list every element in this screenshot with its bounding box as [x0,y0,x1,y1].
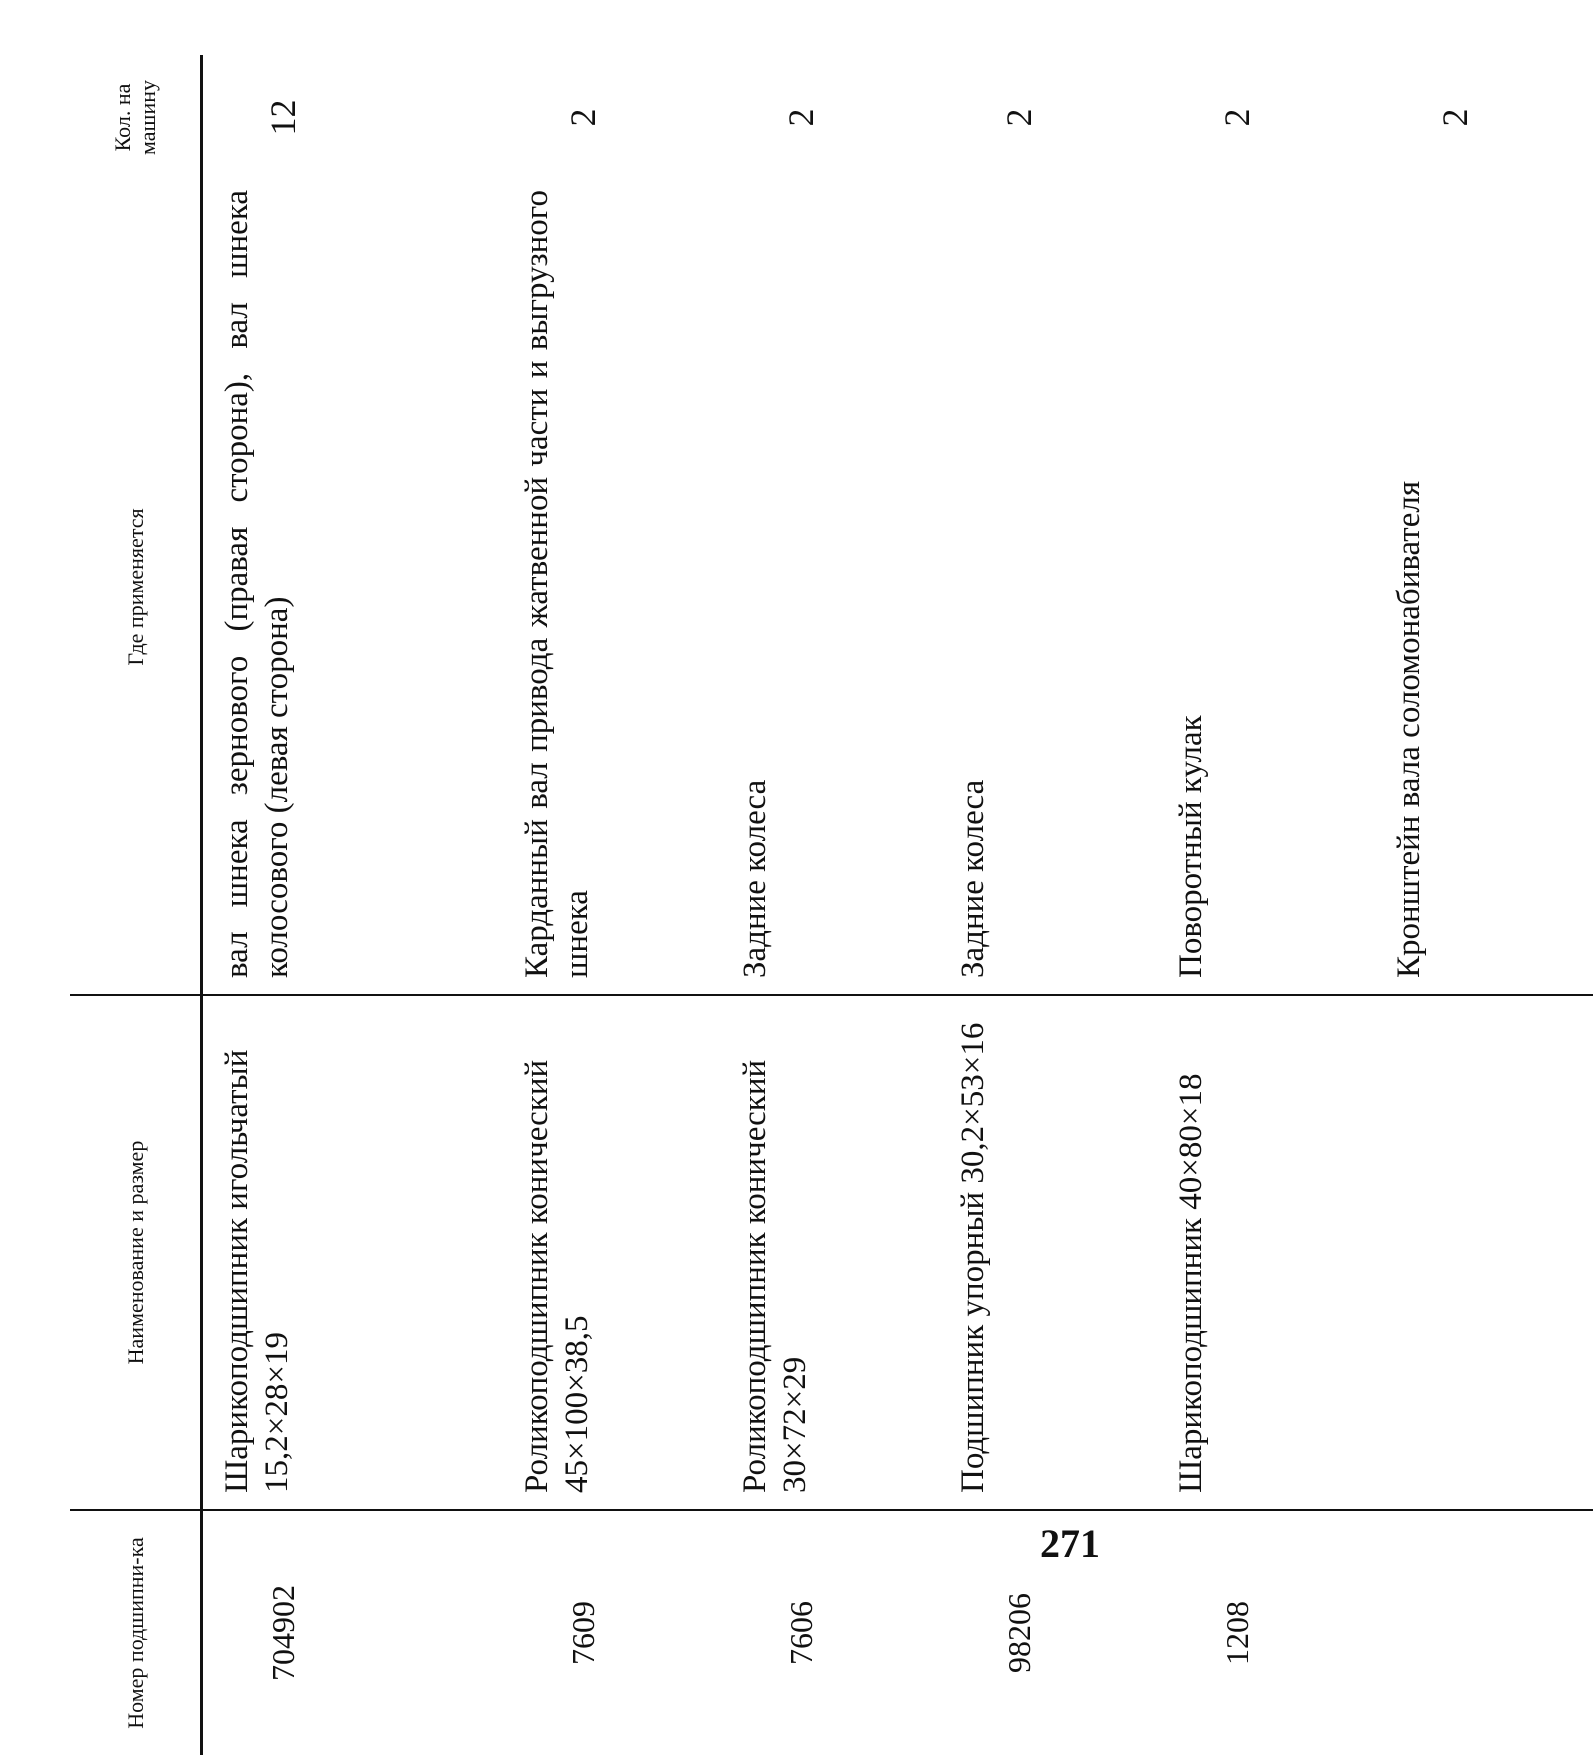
table-row [939,55,1157,1755]
cell-quantity: 12 [263,99,303,136]
cell-usage: Поворотный кулак [1157,180,1375,995]
cell-usage: Кронштейн вала соломонабивателя [1375,180,1593,995]
table-row [1375,55,1593,1755]
cell-usage: Задние колеса [721,180,939,995]
cell-bearing-number: 7609 [565,1601,601,1665]
cell-name-size: Шарикоподшипник 40×80×18 [1157,995,1375,1510]
page-number: 271 [1040,1521,1100,1566]
cell-usage: Карданный вал привода жатвенной части и выгрузного шнека [503,180,721,995]
cell-quantity: 2 [1435,108,1475,127]
table-row [721,55,939,1755]
bearings-table [70,55,1593,1755]
cell-name-size: Роликоподшипник конический 45×100×38,5 [503,995,721,1510]
cell-bearing-number: 1208 [1219,1601,1255,1665]
cell-bearing-number: 704902 [265,1585,301,1681]
cell-quantity: 2 [563,108,603,127]
cell-bearing-number: 7606 [783,1601,819,1665]
table-row [202,55,504,1755]
cell-bearing-number [1375,1510,1593,1755]
table-row [503,55,721,1755]
cell-name-size: Шарикоподшипник игольчатый 15,2×28×19 [202,995,504,1510]
cell-quantity: 2 [781,108,821,127]
header-bearing-number: Номер подшипни-ка [70,1510,202,1755]
cell-usage: Задние колеса [939,180,1157,995]
cell-name-size [1375,995,1593,1510]
rotated-table-block [70,55,1475,1755]
cell-name-size: Роликоподшипник конический 30×72×29 [721,995,939,1510]
header-name-size: Наименование и размер [70,995,202,1510]
cell-bearing-number: 98206 [1001,1593,1037,1673]
cell-quantity: 2 [999,108,1039,127]
cell-name-size: Подшипник упорный 30,2×53×16 [939,995,1157,1510]
header-quantity: Кол. на машину [70,55,202,180]
table-header-row [70,55,202,1755]
cell-usage: вал шнека зернового (правая сторона), вал шнека колосового (левая сторона) [202,180,504,995]
table-row [1157,55,1375,1755]
header-usage: Где применяется [70,180,202,995]
cell-quantity: 2 [1217,108,1257,127]
